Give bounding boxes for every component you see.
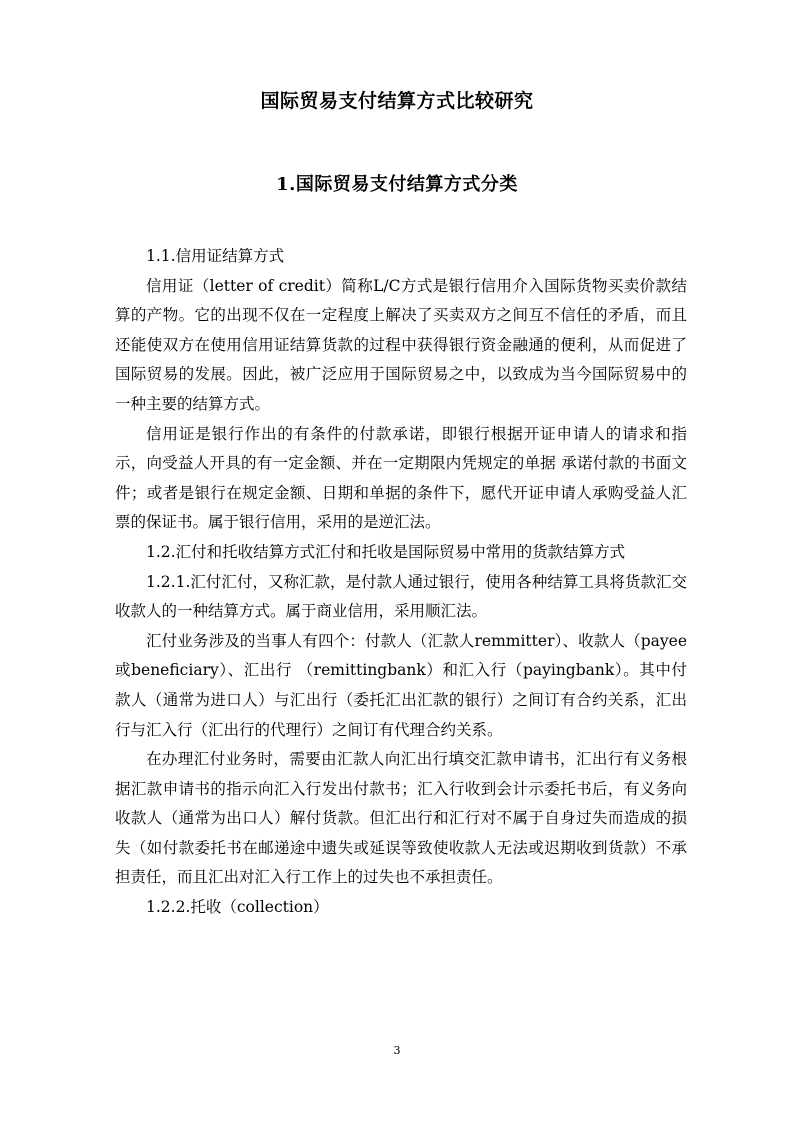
document-title: 国际贸易支付结算方式比较研究 <box>260 90 534 112</box>
paragraph: 在办理汇付业务时，需要由汇款人向汇出行填交汇款申请书，汇出行有义务根据汇款申请书的指示向汇入行发出付款书；汇入行收到会计示委托书后，有义务向收款人（通常为出口人）解付货款。但汇出行和汇行对不属于自身过失而造成的损失（如付款委托书在邮递途中遗失或延误等致使收款人无法或迟期收到货款）不承担责任，而且汇出对汇入行工作上的过失也不承担责任。 <box>115 750 687 887</box>
paragraph: 信用证（letter of credit）简称L/C方式是银行信用介入国际货物买卖价款结算的产物。它的出现不仅在一定程度上解决了买卖双方之间互不信任的矛盾，而且还能使双方在使用信用证结算货款的过程中获得银行资金融通的便利，从而促进了国际贸易的发展。因此，被广泛应用于国际贸易之中，以致成为当今国际贸易中的一种主要的结算方式。 <box>115 276 687 413</box>
subsection-heading-1-2: 1.2.汇付和托收结算方式汇付和托收是国际贸易中常用的货款结算方式 <box>146 542 626 561</box>
subsection-heading-1-2-2: 1.2.2.托收（collection） <box>146 898 329 917</box>
subsection-heading-1-1: 1.1.信用证结算方式 <box>146 247 285 265</box>
section-heading: 1.国际贸易支付结算方式分类 <box>276 174 518 195</box>
paragraph: 汇付业务涉及的当事人有四个：付款人（汇款人remmitter）、收款人（payee或beneficiary）、汇出行 （remittingbank）和汇入行（payingbank）。其中付款人（通常为进口人）与汇出行（委托汇出汇款的银行）之间订有合约关系，汇出行与汇入行（汇出行的代理行）之间订有代理合约关系。 <box>115 631 687 739</box>
page-number: 3 <box>393 1044 401 1057</box>
paragraph: 信用证是银行作出的有条件的付款承诺，即银行根据开证申请人的请求和指示，向受益人开具的有一定金额、并在一定期限内凭规定的单据 承诺付款的书面文件；或者是银行在规定金额、日期和单据的条件下，愿代开证申请人承购受益人汇票的保证书。属于银行信用，采用的是逆汇法。 <box>115 424 687 532</box>
paragraph: 1.2.1.汇付汇付，又称汇款，是付款人通过银行，使用各种结算工具将货款汇交收款人的一种结算方式。属于商业信用，采用顺汇法。 <box>115 572 687 621</box>
document-body <box>115 242 687 923</box>
